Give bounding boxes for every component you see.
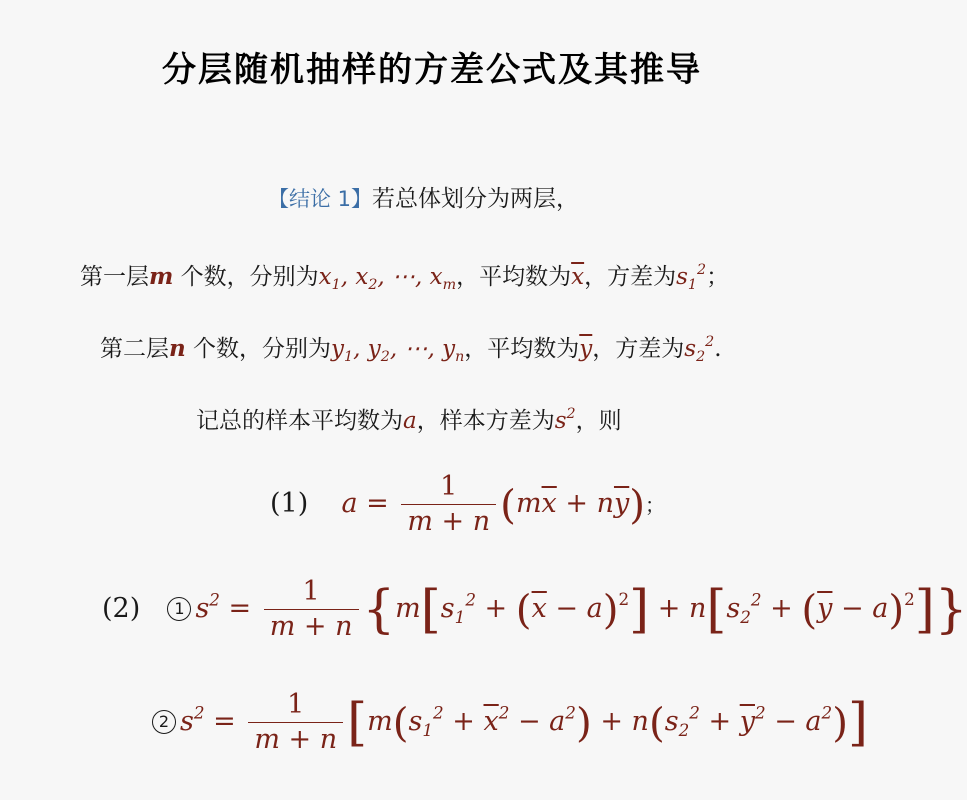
conclusion-tag: 【结论 1】 (268, 187, 373, 211)
conclusion-line (268, 180, 579, 213)
layer2-mean-label: ，平均数为 (464, 336, 580, 362)
conclusion-text: 若总体划分为两层， (372, 186, 580, 212)
formula-1: (1) a = $\frac{1}{m + n}$ $(m\overline{x} + n\overline{y})$； (270, 471, 666, 537)
summary-prefix: 记总的样本平均数为 (196, 408, 403, 434)
summary-variance-var: $s^2$ (554, 406, 576, 434)
layer2-end: . (714, 336, 722, 362)
summary-mean-var: a (403, 408, 417, 434)
formula-1-label: (1) (270, 487, 309, 519)
layer1-var-label: ，方差为 (584, 264, 677, 290)
layer1-count-var: m (149, 263, 174, 290)
formula-2-label: (2) (102, 592, 141, 624)
summary-end: ，则 (575, 408, 622, 434)
summary-line (196, 402, 622, 435)
formula-1-fraction: $\frac{1}{m + n}$ (401, 470, 496, 539)
layer2-line (100, 330, 722, 365)
layer1-line (80, 258, 729, 293)
page-title: 分层随机抽样的方差公式及其推导 (162, 50, 702, 90)
layer2-var-label: ，方差为 (592, 336, 685, 362)
layer1-values: $x_1$, $x_2$, ⋯, $x_m$ (318, 264, 457, 293)
layer1-end: ； (706, 264, 730, 290)
layer1-mean: $\overline{x}$ (571, 264, 585, 290)
layer2-mid: 个数，分别为 (185, 336, 332, 362)
layer1-prefix: 第一层 (80, 264, 149, 290)
formula-2-2: 2 $s^2$ = $\frac{1}{m + n}$ $[m(s_1^2 + \overline{x}^2 - a^2) + n(s_2^2 + \overline{y}^2 - a^2)]$ (152, 688, 868, 757)
layer1-variance: $s_1^2$ (676, 262, 707, 293)
layer2-variance: $s_2^2$ (684, 334, 715, 365)
layer2-prefix: 第二层 (100, 336, 169, 362)
formula-2-1-fraction: $\frac{1}{m + n}$ (264, 575, 359, 644)
formula-2-1: (2) 1 $s^2$ = $\frac{1}{m + n}$ $\{m[s_1^2 + (\overline{x} - a)^2] + n[s_2^2 + (\overline{y} - a)^2]\}$ (102, 576, 967, 642)
layer2-values: $y_1$, $y_2$, ⋯, $y_n$ (331, 336, 465, 365)
layer2-count-var: n (169, 335, 186, 362)
circled-number-2: 2 (152, 710, 176, 734)
layer1-mid: 个数，分别为 (173, 264, 319, 290)
formula-2-2-fraction: $\frac{1}{m + n}$ (248, 688, 343, 757)
summary-mid: ，样本方差为 (416, 408, 555, 434)
layer1-mean-label: ，平均数为 (456, 264, 572, 290)
layer2-mean: $\overline{y}$ (579, 336, 593, 362)
formula-1-semicolon: ； (645, 492, 666, 517)
circled-number-1: 1 (167, 597, 191, 621)
